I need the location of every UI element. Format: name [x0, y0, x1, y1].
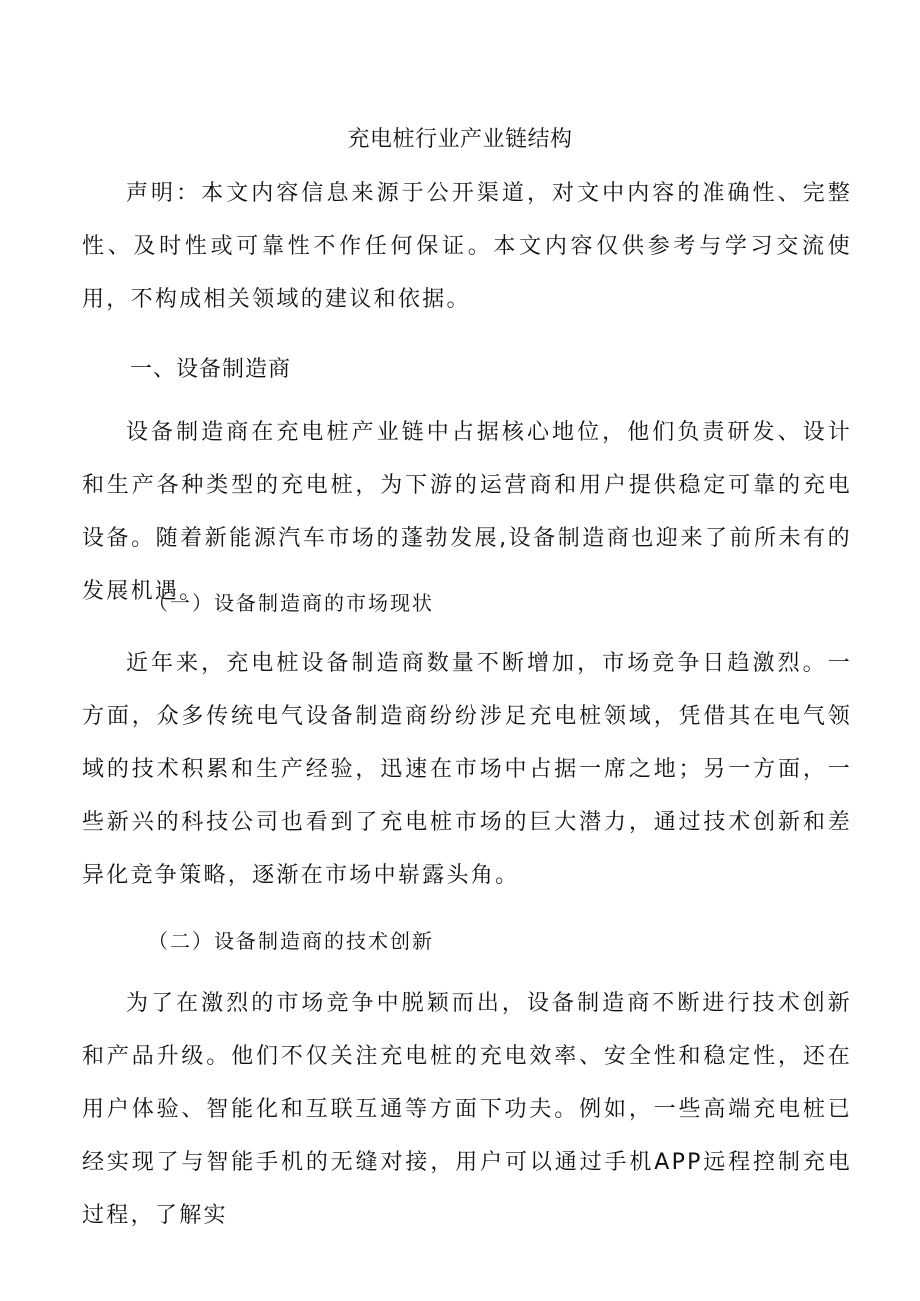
- market-status-paragraph: 近年来，充电桩设备制造商数量不断增加，市场竞争日趋激烈。一方面，众多传统电气设备制造商纷纷涉足充电桩领域，凭借其在电气领域的技术积累和生产经验，迅速在市场中占据一席之地；另一方面，一些新兴的科技公司也看到了充电桩市场的巨大潜力，通过技术创新和差异化竞争策略，逐渐在市场中崭露头角。: [82, 651, 852, 888]
- section-heading: 一、设备制造商: [130, 357, 292, 382]
- section-intro-paragraph: 设备制造商在充电桩产业链中占据核心地位，他们负责研发、设计和生产各种类型的充电桩，为下游的运营商和用户提供稳定可靠的充电设备。随着新能源汽车市场的蓬勃发展,设备制造商也迎来了前所未有的发展机遇。: [82, 420, 852, 604]
- innovation-paragraph: 为了在激烈的市场竞争中脱颖而出，设备制造商不断进行技术创新和产品升级。他们不仅关注充电桩的充电效率、安全性和稳定性，还在用户体验、智能化和互联互通等方面下功夫。例如，一些高端充电桩已经实现了与智能手机的无缝对接，用户可以通过手机APP远程控制充电过程，了解实: [82, 991, 852, 1228]
- subsection-heading-market: （一）设备制造商的市场现状: [148, 591, 434, 615]
- subsection-heading-innovation: （二）设备制造商的技术创新: [148, 929, 434, 953]
- disclaimer-paragraph: 声明：本文内容信息来源于公开渠道，对文中内容的准确性、完整性、及时性或可靠性不作任何保证。本文内容仅供参考与学习交流使用，不构成相关领域的建议和依据。: [82, 181, 852, 312]
- document-title: 充电桩行业产业链结构: [347, 127, 573, 152]
